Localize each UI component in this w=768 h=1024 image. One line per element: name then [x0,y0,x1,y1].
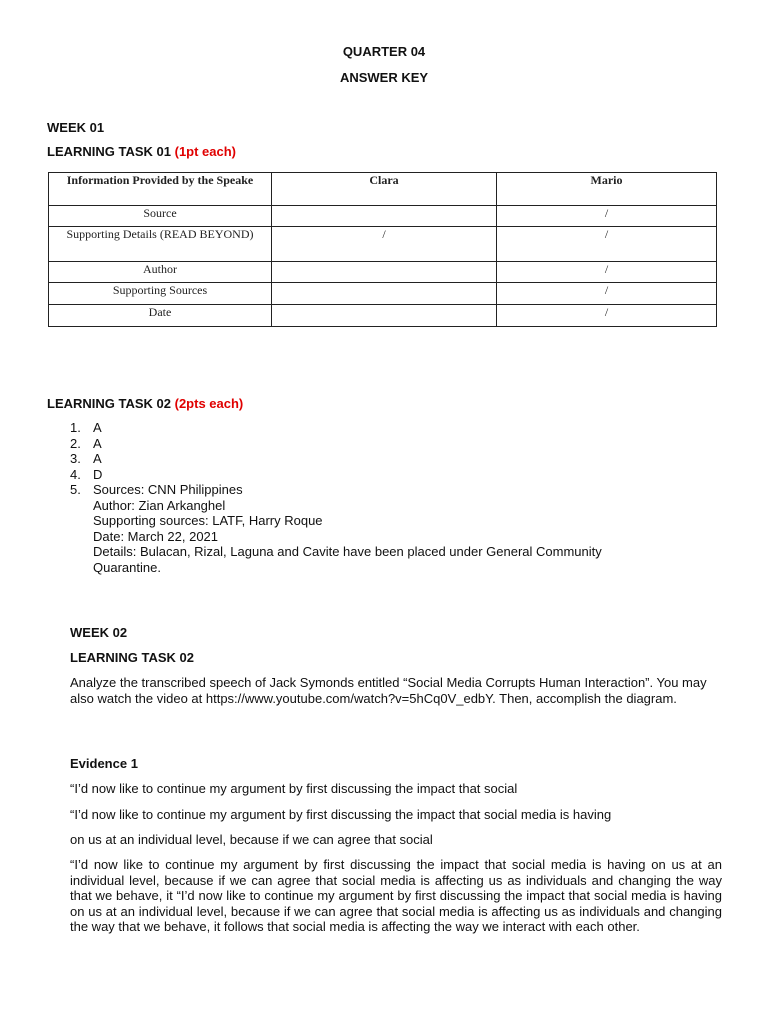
learning-task-01-heading [47,144,236,159]
quote-paragraph: “I’d now like to continue my argument by first discussing the impact that social media is having on us at an individual level, because if we can agree that social media is affecting us as individuals and changing the way that we behave, it “I’d now like to continue my argument by first discussing the impact that social media is having on us at an individual level, because if we can agree that social media is affecting us as individuals and changing the way that we behave, it follows that social media is affecting the way we interact with each other. [70,857,722,934]
list-number: 5. [70,482,81,497]
table-cell: / [497,283,717,305]
list-number: 3. [70,451,81,466]
list-item [70,467,653,483]
table-cell [272,305,497,327]
table-cell: Supporting Sources [49,283,272,305]
learning-task-01-label: LEARNING TASK 01 [47,144,175,159]
detail-details: Details: Bulacan, Rizal, Laguna and Cavite have been placed under General Community Quarantine. [93,544,602,575]
table-cell [272,262,497,283]
list-number: 4. [70,466,81,482]
list-number: 2. [70,435,81,451]
list-answer: Sources: CNN Philippines [93,482,243,497]
list-answer: D [93,466,103,482]
week-02-learning-task-heading: LEARNING TASK 02 [70,650,194,665]
learning-task-02-points: (2pts each) [174,396,244,411]
list-item [70,482,653,498]
table-header-clara: Clara [272,173,497,206]
table-row [49,283,717,305]
table-row [49,206,717,227]
table-cell: Supporting Details (READ BEYOND) [49,227,272,262]
quote-line-1: “I’d now like to continue my argument by first discussing the impact that social [70,781,518,796]
table-cell: Date [49,305,272,327]
table-cell: Source [49,206,272,227]
table-row [49,227,717,262]
answer-key-title: ANSWER KEY [339,70,429,85]
table-cell: / [497,305,717,327]
learning-task-02-label: LEARNING TASK 02 [47,396,175,411]
table-header-information: Information Provided by the Speake [49,173,272,206]
list-answer: A [93,451,102,466]
table-cell: / [497,262,717,283]
learning-task-01-points: (1pt each) [174,144,237,159]
quote-line-3: on us at an individual level, because if we can agree that social [70,832,433,847]
table-cell [272,206,497,227]
quarter-title: QUARTER 04 [342,44,426,59]
table-row [49,262,717,283]
table-cell: Author [49,262,272,283]
table-cell [272,283,497,305]
table-cell: / [497,227,717,262]
table-cell: / [497,206,717,227]
list-answer: A [93,435,102,451]
detail-author: Author: Zian Arkanghel [93,497,226,513]
detail-date: Date: March 22, 2021 [93,528,219,544]
instructions-paragraph: Analyze the transcribed speech of Jack Symonds entitled “Social Media Corrupts Human Interaction”. You may also watch the video at https://www.youtube.com/watch?v=5hCq0V_edbY. Then, accomplish the diagram. [70,675,707,706]
table-cell: / [272,227,497,262]
learning-task-02-heading [47,396,243,411]
list-answer: A [93,420,102,435]
week-01-heading: WEEK 01 [47,120,105,135]
answer-5-details [70,498,653,576]
list-item [70,436,653,452]
week-02-heading: WEEK 02 [70,625,128,640]
table-header-mario: Mario [497,173,717,206]
list-item [70,451,653,467]
detail-supporting-sources: Supporting sources: LATF, Harry Roque [93,513,323,528]
list-item [70,420,653,436]
table-header-row [49,173,717,206]
list-number: 1. [70,420,81,435]
answer-list [70,420,653,575]
information-table [48,172,717,327]
table-row [49,305,717,327]
evidence-1-heading: Evidence 1 [70,756,138,771]
quote-line-2: “I’d now like to continue my argument by first discussing the impact that social media is having [70,807,612,822]
